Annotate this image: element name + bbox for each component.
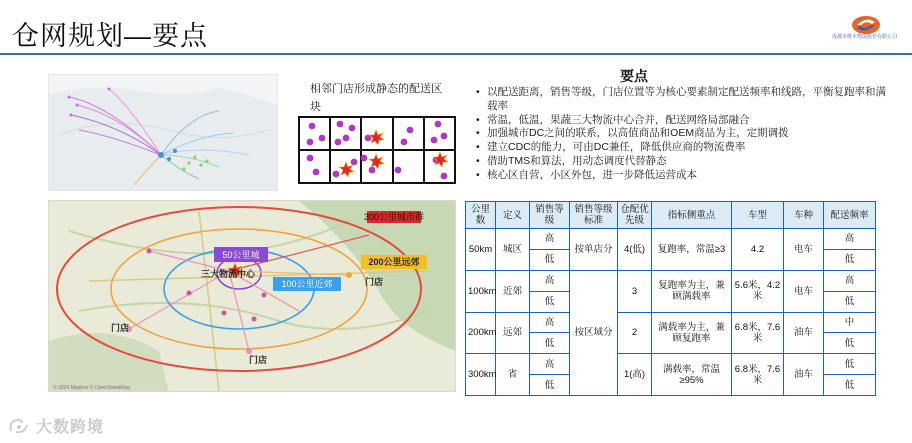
table-header-cell: 车型 [732,202,784,229]
standard-cell: 按单店分 [570,229,618,271]
priority-cell: 4(低) [618,229,652,271]
store-dot [319,135,326,142]
store-dot [307,155,314,162]
delivery-table [465,201,876,396]
table-row [466,354,876,375]
store-label: 门店 [111,323,130,333]
focus-cell: 复跑率为主，兼顾满载率 [652,270,732,312]
table-header-cell: 配送频率 [824,202,876,229]
page-title: 仓网规划—要点 [12,21,208,51]
point-item: • 加强城市DC之间的联系，以高值商品和OEM商品为主，定期调拨 [473,127,893,141]
store-dot [401,139,408,146]
definition-cell: 城区 [496,229,530,271]
grade-cell: 高 [530,354,570,375]
grade-cell: 低 [530,375,570,396]
district-caption: 相邻门店形成静态的配送区块 [310,83,442,113]
vehicle-model-cell: 6.8米，7.6米 [732,312,784,354]
frequency-cell: 低 [824,291,876,312]
flow-map-image [48,74,278,191]
company-name: 成都市维木物流股份有限公司 [832,34,898,40]
points-heading: 要点 [620,68,648,84]
table-header-cell: 销售等级 [530,202,570,229]
store-dot [335,139,342,146]
focus-cell: 复跑率，常温≥3 [652,229,732,271]
definition-cell: 远郊 [496,312,530,354]
vehicle-type-cell: 油车 [784,312,824,354]
store-dot [431,137,438,144]
store-dot [435,121,442,128]
store-label: 门店 [365,277,384,287]
store-dot [349,125,356,132]
table-row [466,270,876,291]
grade-cell: 低 [530,291,570,312]
vehicle-type-cell: 电车 [784,270,824,312]
point-item: • 借助TMS和算法，用动态调度代替静态 [473,155,893,169]
vehicle-model-cell: 4.2 [732,229,784,271]
table-header-cell: 车种 [784,202,824,229]
watermark-logo-icon [8,417,30,435]
title-underline [0,53,912,55]
table-header-cell: 仓配优先级 [618,202,652,229]
focus-cell: 满载率为主，兼顾复跑率 [652,312,732,354]
store-dot [441,133,448,140]
km-cell: 300km [466,354,496,396]
store-dot [307,139,314,146]
table-header-cell: 公里数 [466,202,496,229]
standard-cell: 按区域分 [570,270,618,395]
points-list [473,86,893,183]
km-cell: 200km [466,312,496,354]
vehicle-type-cell: 电车 [784,229,824,271]
km-cell: 50km [466,229,496,271]
store-dot [407,127,414,134]
ring-label-100: 100公里近郊 [281,279,333,289]
priority-cell: 3 [618,270,652,312]
warehouse-star-icon [369,154,384,169]
definition-cell: 近郊 [496,270,530,312]
store-dot [309,123,316,130]
focus-cell: 满载率，常温≥95% [652,354,732,396]
distance-ring-map [48,200,456,392]
frequency-cell: 低 [824,249,876,270]
ring-label-50: 50公里城 [222,250,260,260]
store-dot [441,173,448,180]
frequency-cell: 中 [824,312,876,333]
store-dot [337,121,344,128]
frequency-cell: 低 [824,375,876,396]
ring-label-300: 300公里城市群 [363,212,425,222]
table-header-cell: 指标侧重点 [652,202,732,229]
table-row [466,312,876,333]
grade-cell: 高 [530,229,570,250]
frequency-cell: 高 [824,229,876,250]
store-dot [313,169,320,176]
point-item: • 常温，低温，果蔬三大物流中心合并，配送网络局部融合 [473,114,893,128]
definition-cell: 省 [496,354,530,396]
table-header-cell: 定义 [496,202,530,229]
frequency-cell: 低 [824,354,876,375]
km-cell: 100km [466,270,496,312]
store-dot [351,159,358,166]
grade-cell: 低 [530,249,570,270]
store-dots-overlay [298,116,456,184]
table-header-row [466,202,876,229]
frequency-cell: 低 [824,333,876,354]
point-item: • 核心区自营，小区外包，进一步降低运营成本 [473,169,893,183]
frequency-cell: 高 [824,270,876,291]
table-row [466,229,876,250]
grade-cell: 高 [530,270,570,291]
map-copyright: © 2024 Mapbox © OpenStreetMap [53,385,131,391]
priority-cell: 1(高) [618,354,652,396]
point-item: • 以配送距离，销售等级，门店位置等为核心要素制定配送频率和线路，平衡复跑率和满载率 [473,86,893,114]
vehicle-model-cell: 5.6米，4.2米 [732,270,784,312]
store-dot [343,135,350,142]
store-dot [361,155,368,162]
watermark [8,414,104,437]
point-item: • 建立CDC的能力，可由DC兼任，降低供应商的物流费率 [473,141,893,155]
store-dot [333,171,340,178]
vehicle-model-cell: 6.8米，7.6米 [732,354,784,396]
table-header-cell: 销售等级标准 [570,202,618,229]
store-label: 门店 [249,355,268,365]
store-dot [395,167,402,174]
vehicle-type-cell: 油车 [784,354,824,396]
priority-cell: 2 [618,312,652,354]
grade-cell: 高 [530,312,570,333]
watermark-text: 大数跨境 [36,419,105,436]
store-dot [369,167,376,174]
center-label: 三大物流中心 [201,269,256,279]
grade-cell: 低 [530,333,570,354]
ring-label-200: 200公里远郊 [368,257,420,267]
